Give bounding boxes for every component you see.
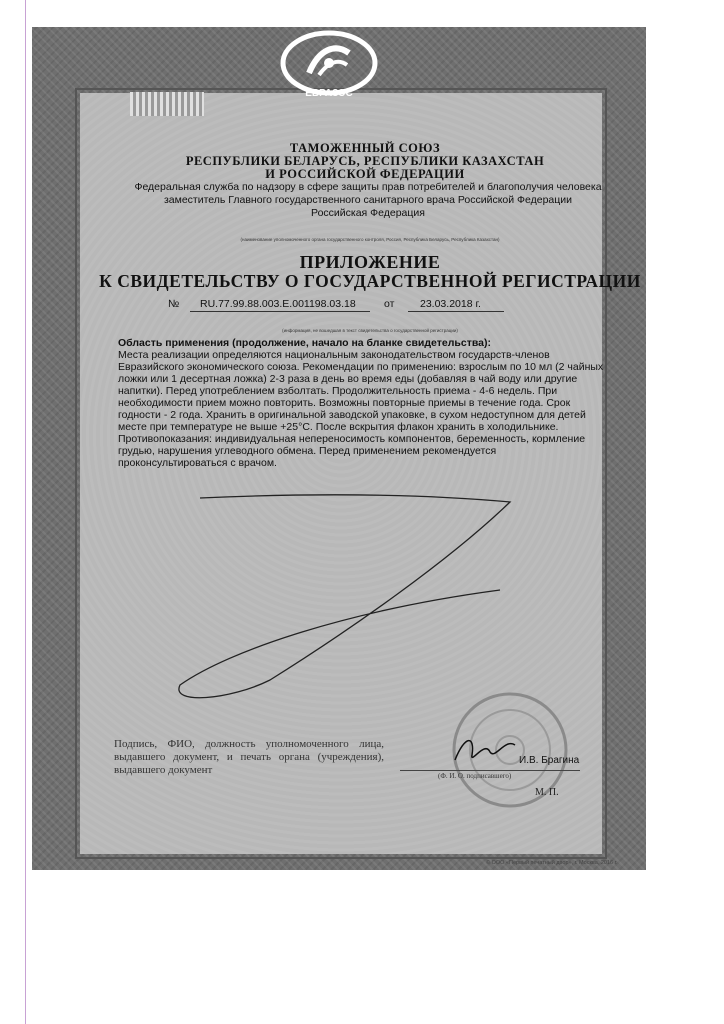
appendix-title: ПРИЛОЖЕНИЕ	[299, 252, 441, 272]
application-area-body: Места реализации определяются национальным законодательством государств-членов Евразийского экономического союза. Рекомендации по применению: взрослым по 10 мл (2 чайных ложки или 1 десертная ложка) 2-3 раза в день во время еды (добавляя в чай воду или другие напитки). Перед употреблением взболтать. Продолжительность приема - 4-6 недель. При необходимости прием можно повторить. Возможны повторные приемы в течение года. Срок годности - 2 года. Хранить в оригинальной заводской упаковке, в сухом недоступном для детей месте при температуре не выше +25°С. После вскрытия флакон хранить в холодильнике. Противопоказания: индивидуальная непереносимость компонентов, беременность, кормление грудью, нарушения углеводного обмена. Перед применением рекомендуется проконсультироваться с врачом.	[118, 349, 604, 469]
reg-date-underline	[408, 311, 504, 312]
service-name-line-1: Федеральная служба по надзору в сфере защиты прав потребителей и благополучия человека	[134, 181, 602, 193]
union-title-line-1: ТАМОЖЕННЫЙ СОЮЗ	[289, 141, 441, 155]
service-name-line-2: заместитель Главного государственного санитарного врача Российской Федерации	[163, 194, 573, 206]
union-title-line-3: И РОССИЙСКОЙ ФЕДЕРАЦИИ	[265, 167, 465, 181]
strikeout-z-mark	[150, 480, 530, 710]
reg-number: RU.77.99.88.003.E.001198.03.18	[200, 298, 356, 310]
handwritten-signature-icon	[450, 730, 520, 770]
signature-caption: Подпись, ФИО, должность уполномоченного лица, выдавшего документ, и печать органа (учреждения), выдавшего документ	[114, 738, 384, 776]
authority-caption: (наименование уполномоченного органа государственного контроля, Россия, Республика Беларусь, Республика Казахстан)	[240, 237, 500, 242]
reg-date: 23.03.2018 г.	[420, 298, 481, 310]
fio-caption: (Ф. И. О. подписавшего)	[438, 772, 512, 780]
printer-footer: © ООО «Первый печатный двор», г. Москва, 2016 г.	[486, 860, 618, 866]
signature-underline	[400, 770, 580, 771]
application-area-text	[118, 337, 606, 469]
reg-number-underline	[190, 311, 370, 312]
emblem-label: ЕВРАЗЭС	[305, 88, 353, 99]
decorative-pattern	[130, 92, 204, 116]
seal-place-mark: М. П.	[535, 787, 559, 798]
service-name-line-3: Российская Федерация	[311, 207, 425, 219]
page-margin-line	[25, 0, 26, 1024]
application-area-heading: Область применения (продолжение, начало на бланке свидетельства):	[118, 337, 491, 349]
union-title-line-2: РЕСПУБЛИКИ БЕЛАРУСЬ, РЕСПУБЛИКИ КАЗАХСТАН	[185, 154, 545, 168]
info-caption: (информация, не вошедшая в текст свидетельства о государственной регистрации)	[282, 328, 458, 333]
reg-number-prefix: №	[168, 298, 180, 310]
signer-name: И.В. Брагина	[519, 755, 580, 766]
appendix-subtitle: К СВИДЕТЕЛЬСТВУ О ГОСУДАРСТВЕННОЙ РЕГИСТРАЦИИ	[99, 271, 641, 291]
reg-date-prefix: от	[384, 298, 395, 310]
